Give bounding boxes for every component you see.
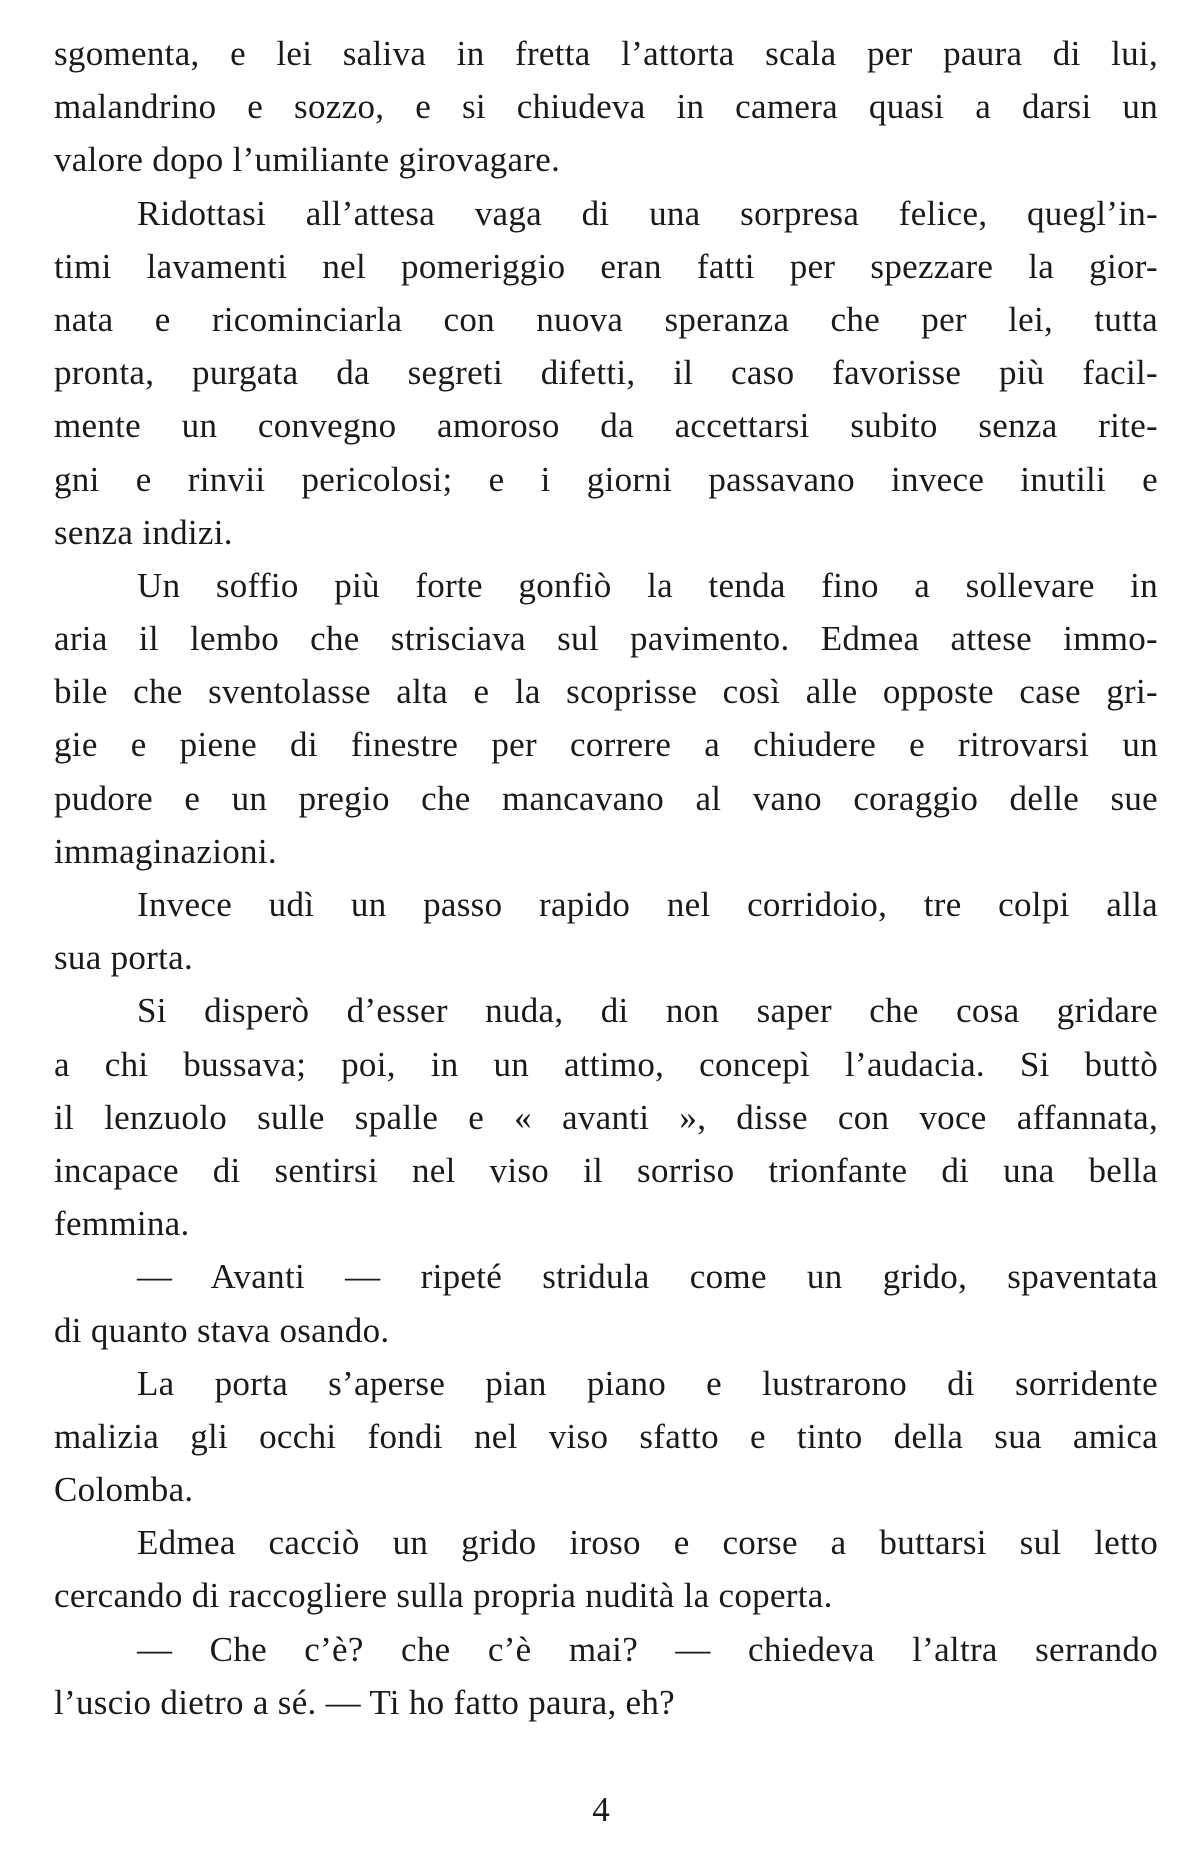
text-line: il lenzuolo sulle spalle e « avanti », disse con voce affannata,	[54, 1097, 1158, 1137]
text-line: gie e piene di finestre per correre a chiudere e ritrovarsi un	[54, 725, 1158, 765]
text-line: sua porta.	[54, 938, 194, 978]
text-line: Invece udì un passo rapido nel corridoio, tre colpi alla	[137, 885, 1158, 924]
text-line: sgomenta, e lei saliva in fretta l’attorta scala per paura di lui,	[54, 34, 1158, 73]
page-body-text	[54, 27, 1158, 1729]
text-line: La porta s’aperse pian piano e lustrarono di sorridente	[137, 1363, 1158, 1403]
text-line: malandrino e sozzo, e si chiudeva in camera quasi a darsi un	[54, 87, 1158, 127]
text-line: Edmea cacciò un grido iroso e corse a buttarsi sul letto	[137, 1523, 1158, 1563]
text-line: — Avanti — ripeté stridula come un grido, spaventata	[137, 1257, 1158, 1297]
text-line: a chi bussava; poi, in un attimo, concepì l’audacia. Si buttò	[54, 1044, 1158, 1084]
text-line: Ridottasi all’attesa vaga di una sorpresa felice, quegl’in-	[137, 193, 1158, 233]
text-line: bile che sventolasse alta e la scoprisse così alle opposte case gri-	[54, 672, 1158, 712]
text-line: Un soffio più forte gonfiò la tenda fino a sollevare in	[137, 565, 1158, 605]
text-line: di quanto stava osando.	[54, 1310, 390, 1350]
text-line: Si disperò d’esser nuda, di non saper che cosa gridare	[137, 991, 1158, 1031]
text-line: pudore e un pregio che mancavano al vano coraggio delle sue	[54, 778, 1158, 818]
text-line: immaginazioni.	[54, 831, 277, 871]
text-line: l’uscio dietro a sé. — Ti ho fatto paura, eh?	[54, 1682, 676, 1722]
text-line: valore dopo l’umiliante girovagare.	[54, 140, 561, 180]
text-line: nata e ricominciarla con nuova speranza che per lei, tutta	[54, 299, 1158, 339]
text-line: timi lavamenti nel pomeriggio eran fatti per spezzare la gior-	[54, 246, 1158, 286]
text-line: mente un convegno amoroso da accettarsi subito senza rite-	[54, 406, 1158, 446]
page-number: 4	[592, 1790, 610, 1829]
text-line: — Che c’è? che c’è mai? — chiedeva l’altra serrando	[137, 1629, 1158, 1669]
text-line: gni e rinvii pericolosi; e i giorni passavano invece inutili e	[54, 459, 1158, 499]
text-line: pronta, purgata da segreti difetti, il caso favorisse più facil-	[54, 353, 1158, 393]
text-line: cercando di raccogliere sulla propria nudità la coperta.	[54, 1576, 833, 1616]
text-line: malizia gli occhi fondi nel viso sfatto e tinto della sua amica	[54, 1416, 1158, 1456]
text-line: incapace di sentirsi nel viso il sorriso trionfante di una bella	[54, 1150, 1158, 1190]
text-line: Colomba.	[54, 1470, 194, 1510]
text-line: femmina.	[54, 1204, 190, 1244]
text-line: senza indizi.	[54, 512, 233, 552]
text-line: aria il lembo che strisciava sul pavimento. Edmea attese immo-	[54, 619, 1158, 659]
